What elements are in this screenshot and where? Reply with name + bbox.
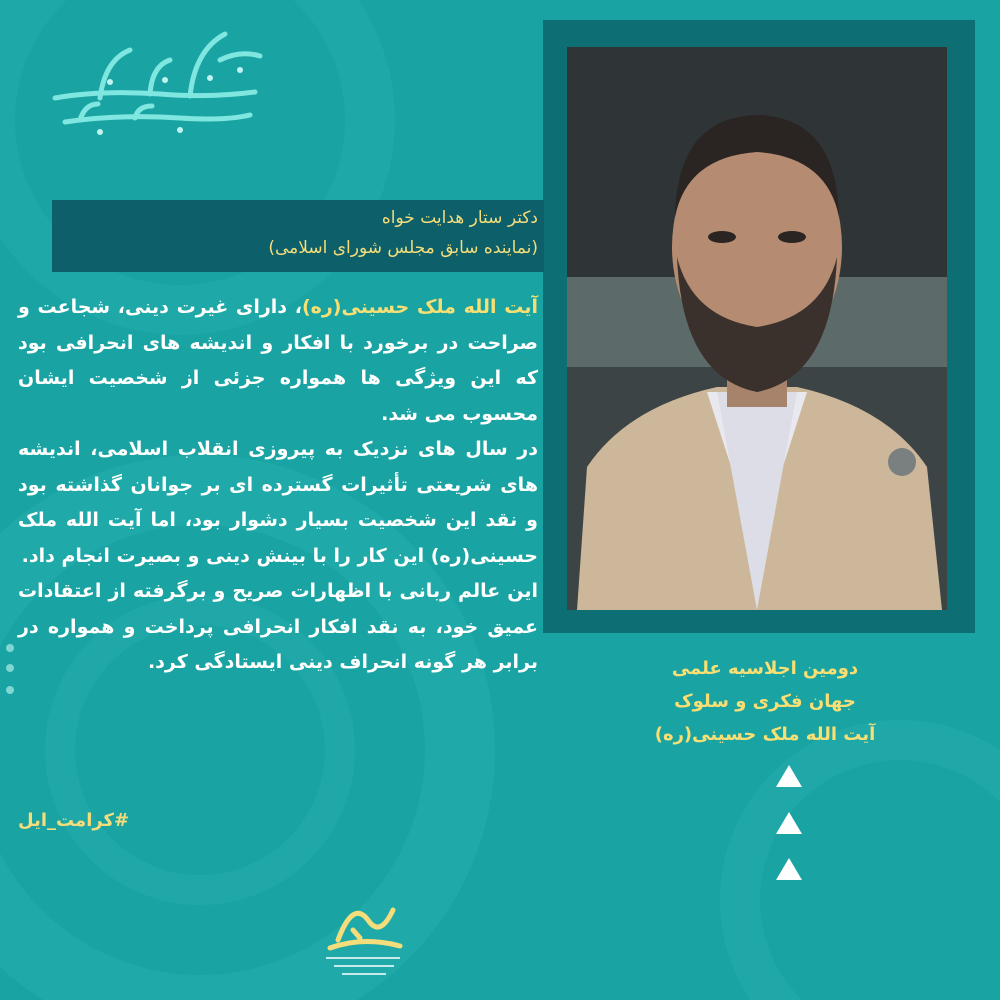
calligraphy-logo xyxy=(40,20,270,150)
triangle-up-icon xyxy=(776,858,802,880)
author-title: (نماینده سابق مجلس شورای اسلامی) xyxy=(268,238,538,258)
event-title xyxy=(640,652,890,751)
body-text xyxy=(18,290,538,681)
paragraph-3: این عالم ربانی با اظهارات صریح و برگرفته از اعتقادات عمیق خود، به نقد افکار انحرافی پرداخت و همواره در برابر هر گونه انحراف دینی ایستادگی کرد. xyxy=(18,580,538,673)
paragraph-2: در سال های نزدیک به پیروزی انقلاب اسلامی، اندیشه های شریعتی تأثیرات گسترده ای بر جوانان گذاشته بود و نقد این شخصیت بسیار دشوار بود، اما آیت الله ملک حسینی(ره) این کار را با بینش دینی و بصیرت انجام داد. xyxy=(18,438,538,567)
hashtag: #کرامت_ایل xyxy=(18,810,130,831)
paragraph-1-text: ، دارای غیرت دینی، شجاعت و صراحت در برخورد با افکار و اندیشه های انحرافی بود که این ویژگی ها همواره جزئی از شخصیت ایشان محسوب می شد. xyxy=(18,296,538,425)
portrait-photo xyxy=(567,47,947,610)
triangle-up-icon xyxy=(776,765,802,787)
highlighted-name: آیت الله ملک حسینی(ره) xyxy=(301,296,538,318)
event-line-1: دومین اجلاسیه علمی xyxy=(671,658,859,679)
paragraph-1 xyxy=(18,290,538,432)
event-line-3: آیت الله ملک حسینی(ره) xyxy=(654,724,876,745)
organization-logo xyxy=(308,890,418,980)
author-name: دکتر ستار هدایت خواه xyxy=(381,208,538,228)
event-line-2: جهان فکری و سلوک xyxy=(674,691,856,712)
triangle-up-icon xyxy=(776,812,802,834)
